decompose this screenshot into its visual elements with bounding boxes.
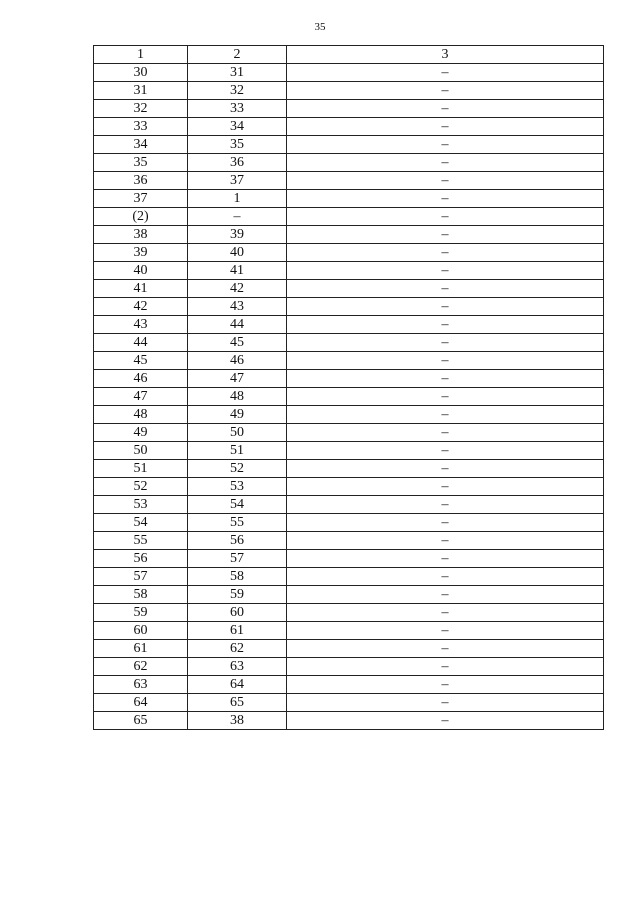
table-row [94,442,604,460]
table-cell-col-1: 63 [94,676,188,694]
table-row [94,316,604,334]
table-cell-col-3: – [287,244,604,262]
table-row [94,532,604,550]
table-cell-col-2: 45 [188,334,287,352]
table-cell-col-1: 57 [94,568,188,586]
table-cell-col-3: – [287,640,604,658]
table-cell-col-3: – [287,298,604,316]
table-row [94,82,604,100]
table-row [94,514,604,532]
table-cell-col-1: 45 [94,352,188,370]
table-cell-col-3: – [287,100,604,118]
table-cell-col-2: 44 [188,316,287,334]
table-cell-col-2: 31 [188,64,287,82]
table-cell-col-3: – [287,316,604,334]
table-cell-col-3: – [287,190,604,208]
table-cell-col-2: 56 [188,532,287,550]
table-cell-col-2: 43 [188,298,287,316]
table-row [94,550,604,568]
table-cell-col-2: 40 [188,244,287,262]
table-row [94,496,604,514]
table-cell-col-3: – [287,496,604,514]
column-header-3: 3 [287,46,604,64]
table-cell-col-1: 59 [94,604,188,622]
table-cell-col-2: 63 [188,658,287,676]
table-cell-col-3: – [287,118,604,136]
table-row [94,244,604,262]
table-cell-col-3: – [287,532,604,550]
table-cell-col-2: 49 [188,406,287,424]
table-cell-col-3: – [287,658,604,676]
table-body [94,64,604,730]
table-row [94,64,604,82]
table-row [94,388,604,406]
table-cell-col-2: 60 [188,604,287,622]
table-cell-col-3: – [287,550,604,568]
table-cell-col-3: – [287,370,604,388]
column-header-1: 1 [94,46,188,64]
table-cell-col-2: – [188,208,287,226]
table-cell-col-1: 30 [94,64,188,82]
table-cell-col-3: – [287,676,604,694]
table-cell-col-3: – [287,334,604,352]
table-cell-col-3: – [287,136,604,154]
table-cell-col-2: 54 [188,496,287,514]
table-row [94,226,604,244]
table-cell-col-1: 33 [94,118,188,136]
table-row [94,478,604,496]
table-cell-col-1: 31 [94,82,188,100]
table-cell-col-1: 46 [94,370,188,388]
table-cell-col-3: – [287,622,604,640]
table-row [94,370,604,388]
table-cell-col-2: 32 [188,82,287,100]
table-cell-col-2: 65 [188,694,287,712]
table-cell-col-3: – [287,352,604,370]
table-cell-col-3: – [287,442,604,460]
table-cell-col-1: 41 [94,280,188,298]
table-cell-col-1: 34 [94,136,188,154]
table-cell-col-2: 57 [188,550,287,568]
table-cell-col-2: 59 [188,586,287,604]
table-cell-col-1: 32 [94,100,188,118]
table-cell-col-3: – [287,154,604,172]
table-cell-col-3: – [287,226,604,244]
table-row [94,154,604,172]
table-row [94,586,604,604]
table-cell-col-1: 61 [94,640,188,658]
table-cell-col-1: (2) [94,208,188,226]
table-cell-col-2: 37 [188,172,287,190]
table-cell-col-2: 50 [188,424,287,442]
table-cell-col-2: 35 [188,136,287,154]
table-row [94,100,604,118]
table-cell-col-3: – [287,514,604,532]
table-cell-col-1: 65 [94,712,188,730]
table-cell-col-1: 53 [94,496,188,514]
table-row [94,352,604,370]
table-cell-col-3: – [287,424,604,442]
table-row [94,262,604,280]
table-cell-col-2: 52 [188,460,287,478]
table-cell-col-3: – [287,460,604,478]
table-cell-col-2: 34 [188,118,287,136]
table-cell-col-2: 62 [188,640,287,658]
table-cell-col-1: 58 [94,586,188,604]
table-cell-col-3: – [287,712,604,730]
table-cell-col-2: 36 [188,154,287,172]
table-row [94,208,604,226]
table-cell-col-1: 62 [94,658,188,676]
table-cell-col-2: 55 [188,514,287,532]
table-row [94,658,604,676]
table-cell-col-1: 51 [94,460,188,478]
table-cell-col-3: – [287,64,604,82]
table-cell-col-3: – [287,280,604,298]
table-row [94,604,604,622]
table-cell-col-2: 61 [188,622,287,640]
table-cell-col-1: 42 [94,298,188,316]
table-row [94,424,604,442]
table-cell-col-1: 40 [94,262,188,280]
table-row [94,298,604,316]
table-cell-col-1: 52 [94,478,188,496]
table-cell-col-3: – [287,208,604,226]
table-cell-col-1: 36 [94,172,188,190]
table-cell-col-1: 49 [94,424,188,442]
table-cell-col-2: 48 [188,388,287,406]
page-number: 35 [314,21,326,33]
column-header-2: 2 [188,46,287,64]
table-cell-col-1: 37 [94,190,188,208]
table-header-row [94,46,604,64]
table-cell-col-3: – [287,604,604,622]
table-cell-col-2: 47 [188,370,287,388]
table-row [94,640,604,658]
table-cell-col-3: – [287,82,604,100]
table-cell-col-3: – [287,568,604,586]
table-cell-col-2: 1 [188,190,287,208]
table-cell-col-2: 58 [188,568,287,586]
table-row [94,568,604,586]
table-cell-col-3: – [287,478,604,496]
table-row [94,172,604,190]
table-row [94,118,604,136]
table-cell-col-2: 41 [188,262,287,280]
table-row [94,280,604,298]
table-cell-col-2: 42 [188,280,287,298]
table-row [94,622,604,640]
table-cell-col-3: – [287,262,604,280]
table-row [94,676,604,694]
table-row [94,712,604,730]
table-cell-col-1: 55 [94,532,188,550]
table-cell-col-1: 48 [94,406,188,424]
table-cell-col-2: 46 [188,352,287,370]
table-cell-col-1: 39 [94,244,188,262]
table-row [94,460,604,478]
table-cell-col-1: 60 [94,622,188,640]
table-row [94,406,604,424]
table-cell-col-2: 51 [188,442,287,460]
table-row [94,136,604,154]
table-cell-col-2: 39 [188,226,287,244]
table-cell-col-3: – [287,172,604,190]
table-cell-col-1: 54 [94,514,188,532]
table-cell-col-1: 44 [94,334,188,352]
table-row [94,334,604,352]
table-cell-col-2: 33 [188,100,287,118]
table-cell-col-1: 64 [94,694,188,712]
table-cell-col-2: 64 [188,676,287,694]
table-cell-col-1: 43 [94,316,188,334]
table-cell-col-1: 35 [94,154,188,172]
table-cell-col-1: 38 [94,226,188,244]
table-cell-col-3: – [287,586,604,604]
table-cell-col-1: 50 [94,442,188,460]
table-cell-col-3: – [287,406,604,424]
table-cell-col-2: 53 [188,478,287,496]
table-cell-col-1: 47 [94,388,188,406]
table-cell-col-2: 38 [188,712,287,730]
table-row [94,694,604,712]
table-cell-col-3: – [287,694,604,712]
table-cell-col-1: 56 [94,550,188,568]
table-row [94,190,604,208]
table-cell-col-3: – [287,388,604,406]
data-table [93,45,604,730]
